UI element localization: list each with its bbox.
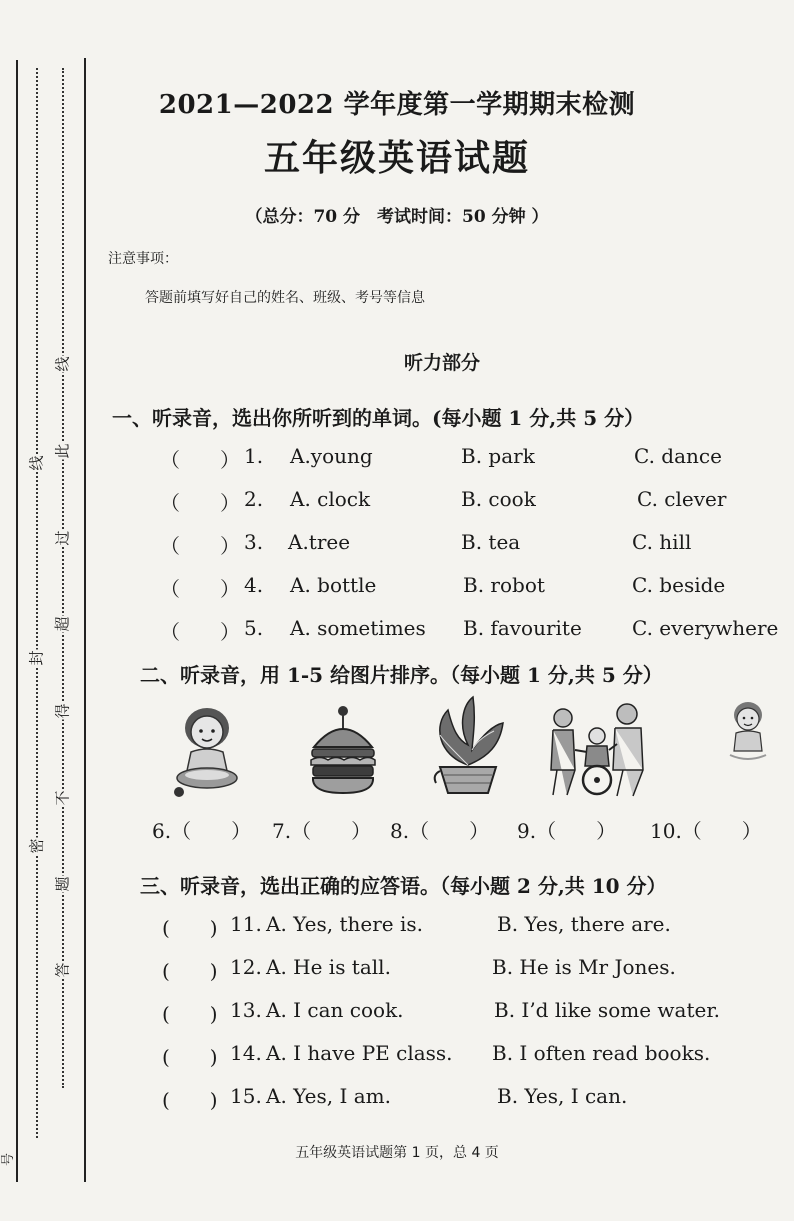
option-a: A. clock bbox=[290, 487, 371, 511]
option-a: A. bottle bbox=[290, 573, 377, 597]
option-a: A.tree bbox=[288, 530, 351, 554]
exam-main-title: 五年级英语试题 bbox=[263, 137, 530, 179]
question-number: 4. bbox=[244, 573, 264, 597]
option-a: A. Yes, I am. bbox=[266, 1084, 391, 1108]
margin-char-xian-outer: 线 bbox=[27, 455, 46, 471]
page-footer: 五年级英语试题第 1 页，总 4 页 bbox=[295, 1145, 499, 1161]
option-a: A. He is tall. bbox=[266, 955, 391, 979]
option-b: B. park bbox=[461, 444, 535, 468]
section2-heading: 二、听录音，用 1-5 给图片排序。（每小题 1 分,共 5 分） bbox=[140, 663, 663, 687]
option-c: C. hill bbox=[632, 530, 692, 554]
margin-char-chao: 超 bbox=[53, 616, 72, 632]
answer-blank[interactable]: （ ） bbox=[160, 448, 240, 472]
picture-label-9[interactable]: 9.（ ） bbox=[517, 819, 617, 843]
picture-order-labels bbox=[0, 815, 794, 845]
exam-year-title: 2021—2022 学年度第一学期期末检测 bbox=[158, 90, 636, 120]
option-b: B. cook bbox=[461, 487, 536, 511]
margin-char-ti: 题 bbox=[53, 876, 72, 892]
question-row-15 bbox=[0, 1084, 794, 1116]
question-number: 1. bbox=[244, 444, 264, 468]
option-b: B. He is Mr Jones. bbox=[492, 955, 676, 979]
margin-char-da: 答 bbox=[53, 962, 72, 978]
answer-blank[interactable]: （ ） bbox=[160, 620, 240, 644]
picture-girl-washing bbox=[165, 700, 255, 800]
margin-stub-hao: 号 bbox=[1, 1152, 17, 1167]
option-a: A. I have PE class. bbox=[266, 1041, 453, 1065]
notice-heading: 注意事项： bbox=[108, 251, 178, 267]
answer-blank[interactable]: ( ) bbox=[162, 959, 218, 983]
option-b: B. robot bbox=[463, 573, 545, 597]
option-a: A. Yes, there is. bbox=[266, 912, 423, 936]
picture-child bbox=[726, 697, 770, 777]
option-b: B. tea bbox=[461, 530, 521, 554]
option-a: A. sometimes bbox=[290, 616, 426, 640]
option-b: B. I’d like some water. bbox=[494, 998, 721, 1022]
question-number: 15. bbox=[230, 1084, 262, 1108]
exam-score-line: （总分：70 分 考试时间：50 分钟 ） bbox=[245, 207, 549, 227]
section1-heading: 一、听录音，选出你所听到的单词。(每小题 1 分,共 5 分） bbox=[112, 406, 645, 430]
margin-char-de: 得 bbox=[53, 703, 72, 719]
question-row-3 bbox=[0, 530, 794, 562]
margin-char-guo: 过 bbox=[53, 530, 72, 546]
question-row-4 bbox=[0, 573, 794, 605]
margin-char-feng: 封 bbox=[27, 650, 46, 666]
option-a: A.young bbox=[290, 444, 373, 468]
option-a: A. I can cook. bbox=[266, 998, 404, 1022]
question-number: 3. bbox=[244, 530, 264, 554]
picture-wheelchair-help bbox=[545, 700, 655, 800]
answer-blank[interactable]: ( ) bbox=[162, 1002, 218, 1026]
question-number: 13. bbox=[230, 998, 262, 1022]
option-b: B. favourite bbox=[463, 616, 582, 640]
option-c: C. clever bbox=[637, 487, 727, 511]
picture-label-8[interactable]: 8.（ ） bbox=[390, 819, 490, 843]
picture-label-7[interactable]: 7.（ ） bbox=[272, 819, 372, 843]
option-b: B. Yes, there are. bbox=[497, 912, 671, 936]
question-row-2 bbox=[0, 487, 794, 519]
question-number: 5. bbox=[244, 616, 264, 640]
margin-char-xian-inner: 线 bbox=[53, 356, 72, 372]
margin-char-bu: 不 bbox=[53, 790, 72, 806]
question-number: 2. bbox=[244, 487, 264, 511]
answer-blank[interactable]: （ ） bbox=[160, 577, 240, 601]
question-row-1 bbox=[0, 444, 794, 476]
question-number: 14. bbox=[230, 1041, 262, 1065]
picture-label-10[interactable]: 10.（ ） bbox=[650, 819, 762, 843]
question-row-5 bbox=[0, 616, 794, 648]
question-number: 11. bbox=[230, 912, 262, 936]
question-number: 12. bbox=[230, 955, 262, 979]
notice-body: 答题前填写好自己的姓名、班级、考号等信息 bbox=[145, 290, 425, 306]
question-row-13 bbox=[0, 998, 794, 1030]
option-b: B. I often read books. bbox=[492, 1041, 711, 1065]
question-row-14 bbox=[0, 1041, 794, 1073]
answer-blank[interactable]: （ ） bbox=[160, 534, 240, 558]
answer-blank[interactable]: （ ） bbox=[160, 491, 240, 515]
margin-char-mi: 密 bbox=[27, 838, 46, 854]
margin-char-ci: 此 bbox=[53, 443, 72, 459]
option-c: C. dance bbox=[634, 444, 722, 468]
answer-blank[interactable]: ( ) bbox=[162, 916, 218, 940]
picture-hamburger bbox=[308, 703, 378, 798]
section3-heading: 三、听录音，选出正确的应答语。（每小题 2 分,共 10 分） bbox=[140, 874, 667, 898]
picture-label-6[interactable]: 6.（ ） bbox=[152, 819, 252, 843]
listening-part-title: 听力部分 bbox=[403, 352, 480, 374]
question-row-12 bbox=[0, 955, 794, 987]
question-row-11 bbox=[0, 912, 794, 944]
answer-blank[interactable]: ( ) bbox=[162, 1088, 218, 1112]
option-c: C. everywhere bbox=[632, 616, 779, 640]
option-c: C. beside bbox=[632, 573, 726, 597]
answer-blank[interactable]: ( ) bbox=[162, 1045, 218, 1069]
option-b: B. Yes, I can. bbox=[497, 1084, 628, 1108]
picture-potted-plant bbox=[428, 695, 508, 800]
